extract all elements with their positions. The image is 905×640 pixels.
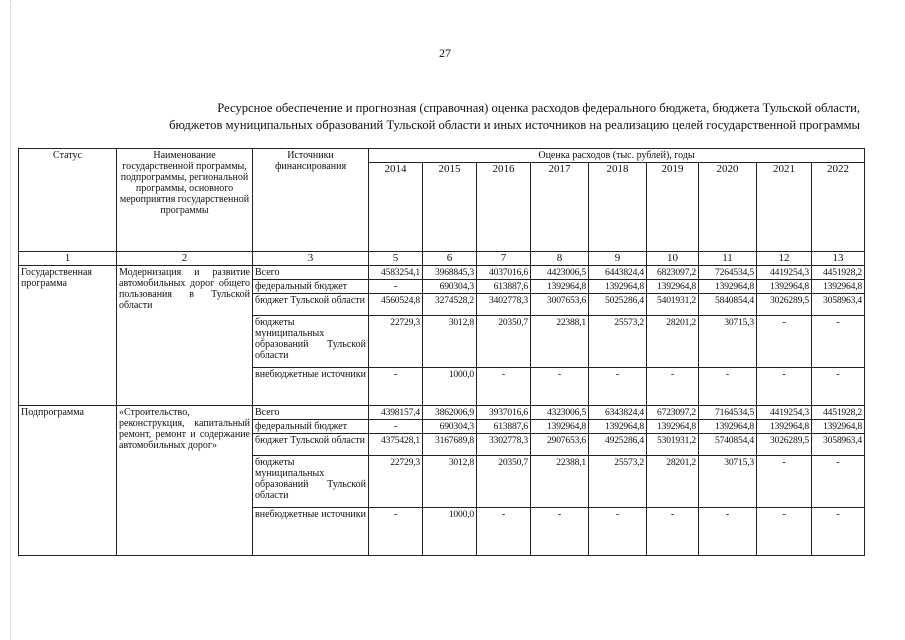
- value-cell: 1000,0: [423, 508, 477, 556]
- value-cell: 3058963,4: [812, 434, 865, 456]
- funding-source-cell: внебюджетные источники: [253, 508, 369, 556]
- value-cell: -: [589, 368, 647, 406]
- value-cell: 3968845,3: [423, 266, 477, 280]
- value-cell: 5025286,4: [589, 294, 647, 316]
- value-cell: 613887,6: [477, 280, 531, 294]
- value-cell: 28201,2: [647, 456, 699, 508]
- value-cell: 1392964,8: [757, 280, 812, 294]
- funding-source-cell: бюджет Тульской области: [253, 434, 369, 456]
- column-number: 12: [757, 252, 812, 266]
- header-row: [19, 149, 865, 163]
- value-cell: 3937016,6: [477, 406, 531, 420]
- value-cell: 4323006,5: [531, 406, 589, 420]
- funding-source-cell: бюджет Тульской области: [253, 294, 369, 316]
- value-cell: 1392964,8: [531, 280, 589, 294]
- value-cell: -: [699, 508, 757, 556]
- value-cell: 22729,3: [369, 316, 423, 368]
- value-cell: 690304,3: [423, 420, 477, 434]
- value-cell: 5740854,4: [699, 434, 757, 456]
- value-cell: 1392964,8: [589, 420, 647, 434]
- status-cell: Государственная программа: [19, 266, 117, 406]
- value-cell: 6443824,4: [589, 266, 647, 280]
- value-cell: 20350,7: [477, 456, 531, 508]
- value-cell: -: [757, 368, 812, 406]
- value-cell: 4375428,1: [369, 434, 423, 456]
- funding-source-cell: Всего: [253, 406, 369, 420]
- funding-source-cell: федеральный бюджет: [253, 280, 369, 294]
- value-cell: 22388,1: [531, 316, 589, 368]
- value-cell: 22388,1: [531, 456, 589, 508]
- funding-source-cell: федеральный бюджет: [253, 420, 369, 434]
- value-cell: 4560524,8: [369, 294, 423, 316]
- header-status: Статус: [19, 149, 117, 252]
- value-cell: 28201,2: [647, 316, 699, 368]
- value-cell: 4419254,3: [757, 406, 812, 420]
- column-number: 7: [477, 252, 531, 266]
- funding-source-cell: Всего: [253, 266, 369, 280]
- value-cell: 4423006,5: [531, 266, 589, 280]
- value-cell: 3026289,5: [757, 294, 812, 316]
- value-cell: -: [369, 420, 423, 434]
- column-number: 11: [699, 252, 757, 266]
- value-cell: -: [369, 280, 423, 294]
- funding-source-cell: внебюджетные источники: [253, 368, 369, 406]
- column-number: 9: [589, 252, 647, 266]
- value-cell: 1000,0: [423, 368, 477, 406]
- value-cell: 3012,8: [423, 316, 477, 368]
- value-cell: -: [812, 316, 865, 368]
- year-2016: 2016: [477, 163, 531, 252]
- value-cell: 1392964,8: [589, 280, 647, 294]
- table-row: [19, 266, 865, 280]
- title-line-2: бюджетов муниципальных образований Тульской области и иных источников на реализацию целей государственной программы: [169, 118, 860, 132]
- value-cell: 4398157,4: [369, 406, 423, 420]
- column-number: 1: [19, 252, 117, 266]
- value-cell: 6343824,4: [589, 406, 647, 420]
- column-number: 2: [117, 252, 253, 266]
- value-cell: -: [531, 508, 589, 556]
- page-number: 27: [439, 46, 451, 60]
- year-2022: 2022: [812, 163, 865, 252]
- year-2017: 2017: [531, 163, 589, 252]
- value-cell: 1392964,8: [812, 420, 865, 434]
- status-cell: Подпрограмма: [19, 406, 117, 556]
- value-cell: 22729,3: [369, 456, 423, 508]
- value-cell: 25573,2: [589, 456, 647, 508]
- year-2014: 2014: [369, 163, 423, 252]
- value-cell: -: [477, 508, 531, 556]
- value-cell: 613887,6: [477, 420, 531, 434]
- program-name-cell: Модернизация и развитие автомобильных дорог общего пользования в Тульской области: [117, 266, 253, 406]
- value-cell: -: [757, 316, 812, 368]
- value-cell: 3402778,3: [477, 294, 531, 316]
- value-cell: 1392964,8: [757, 420, 812, 434]
- column-number: 13: [812, 252, 865, 266]
- column-number: 5: [369, 252, 423, 266]
- year-2015: 2015: [423, 163, 477, 252]
- value-cell: 4451928,2: [812, 266, 865, 280]
- value-cell: -: [647, 508, 699, 556]
- resource-table: [18, 148, 865, 556]
- value-cell: 30715,3: [699, 316, 757, 368]
- value-cell: 4419254,3: [757, 266, 812, 280]
- value-cell: 4583254,1: [369, 266, 423, 280]
- value-cell: -: [812, 456, 865, 508]
- value-cell: 3007653,6: [531, 294, 589, 316]
- document-title: [20, 100, 860, 134]
- value-cell: 30715,3: [699, 456, 757, 508]
- value-cell: -: [369, 368, 423, 406]
- value-cell: 3167689,8: [423, 434, 477, 456]
- header-name: Наименование государственной программы, подпрограммы, региональной программы, основного мероприятия государственной программы: [117, 149, 253, 252]
- value-cell: 5840854,4: [699, 294, 757, 316]
- value-cell: 6823097,2: [647, 266, 699, 280]
- value-cell: 3274528,2: [423, 294, 477, 316]
- value-cell: 1392964,8: [699, 280, 757, 294]
- value-cell: 3862006,9: [423, 406, 477, 420]
- value-cell: 6723097,2: [647, 406, 699, 420]
- value-cell: 5301931,2: [647, 434, 699, 456]
- year-2021: 2021: [757, 163, 812, 252]
- column-number: 3: [253, 252, 369, 266]
- value-cell: 3302778,3: [477, 434, 531, 456]
- table-row: [19, 406, 865, 420]
- value-cell: 3012,8: [423, 456, 477, 508]
- year-2018: 2018: [589, 163, 647, 252]
- value-cell: 1392964,8: [531, 420, 589, 434]
- title-line-1: Ресурсное обеспечение и прогнозная (справочная) оценка расходов федерального бюджета, бюджета Тульской области,: [217, 101, 860, 115]
- value-cell: 690304,3: [423, 280, 477, 294]
- binding-margin-line: [10, 0, 11, 640]
- funding-source-cell: бюджеты муниципальных образований Тульской области: [253, 316, 369, 368]
- year-2020: 2020: [699, 163, 757, 252]
- value-cell: -: [812, 508, 865, 556]
- value-cell: 20350,7: [477, 316, 531, 368]
- column-numbers-row: [19, 252, 865, 266]
- value-cell: 1392964,8: [647, 280, 699, 294]
- value-cell: 1392964,8: [647, 420, 699, 434]
- value-cell: -: [369, 508, 423, 556]
- value-cell: 5401931,2: [647, 294, 699, 316]
- column-number: 6: [423, 252, 477, 266]
- value-cell: 1392964,8: [699, 420, 757, 434]
- value-cell: 7164534,5: [699, 406, 757, 420]
- value-cell: -: [589, 508, 647, 556]
- header-sources: Источники финансирования: [253, 149, 369, 252]
- value-cell: 25573,2: [589, 316, 647, 368]
- value-cell: 3026289,5: [757, 434, 812, 456]
- value-cell: 4451928,2: [812, 406, 865, 420]
- value-cell: 4925286,4: [589, 434, 647, 456]
- value-cell: -: [477, 368, 531, 406]
- table-body: [19, 266, 865, 556]
- program-name-cell: «Строительство, реконструкция, капитальный ремонт, ремонт и содержание автомобильных дорог»: [117, 406, 253, 556]
- value-cell: 3058963,4: [812, 294, 865, 316]
- funding-source-cell: бюджеты муниципальных образований Тульской области: [253, 456, 369, 508]
- value-cell: -: [812, 368, 865, 406]
- value-cell: -: [647, 368, 699, 406]
- year-2019: 2019: [647, 163, 699, 252]
- value-cell: -: [531, 368, 589, 406]
- value-cell: 4037016,6: [477, 266, 531, 280]
- value-cell: -: [757, 508, 812, 556]
- value-cell: 7264534,5: [699, 266, 757, 280]
- header-estimate: Оценка расходов (тыс. рублей), годы: [369, 149, 865, 163]
- value-cell: -: [699, 368, 757, 406]
- value-cell: 2907653,6: [531, 434, 589, 456]
- column-number: 10: [647, 252, 699, 266]
- value-cell: 1392964,8: [812, 280, 865, 294]
- column-number: 8: [531, 252, 589, 266]
- value-cell: -: [757, 456, 812, 508]
